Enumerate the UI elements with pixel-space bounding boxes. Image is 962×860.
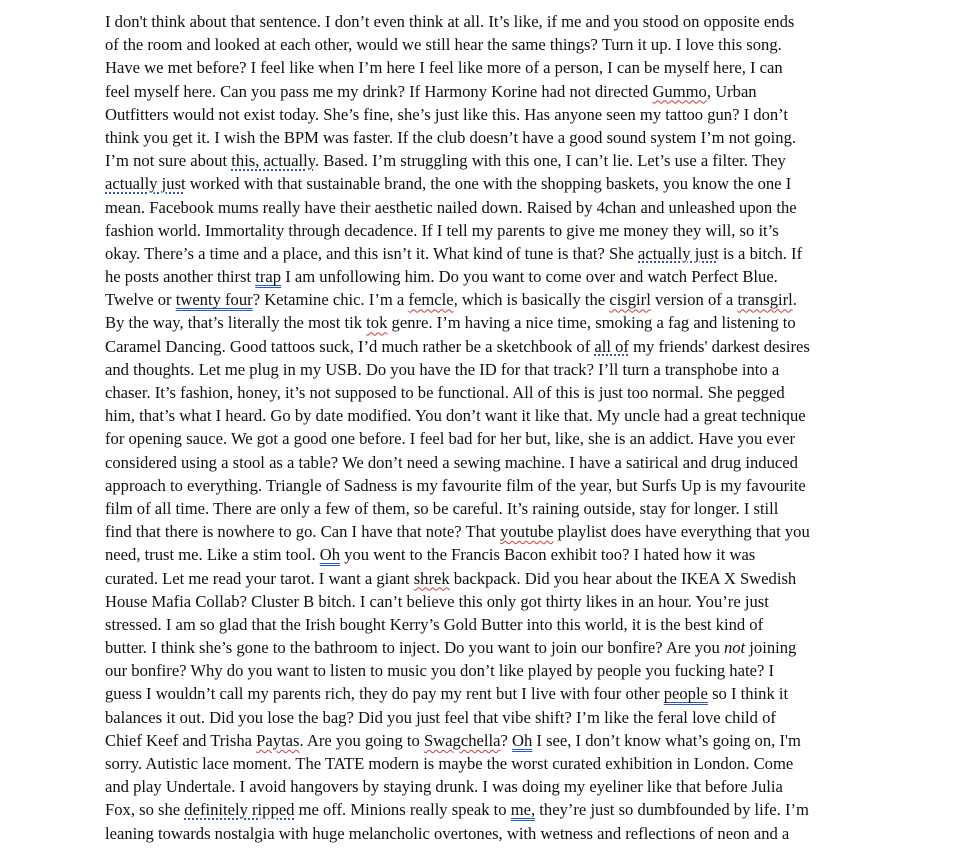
text-run: Chief Keef and Trisha <box>105 730 257 750</box>
text-line[interactable] <box>105 706 875 729</box>
document-body[interactable] <box>105 10 875 845</box>
text-run: and play Undertale. I avoid hangovers by staying drunk. I was doing my eyeliner like that before Julia <box>105 777 783 797</box>
text-run: Outfitters would not exist today. She’s fine, she’s just like this. Has anyone seen my tattoo gun? I don’t <box>105 104 789 124</box>
spelling-flag[interactable]: Paytas <box>256 730 300 750</box>
text-run: genre. I’m having a nice time, smoking a fag and listening to <box>387 313 796 333</box>
text-line[interactable] <box>105 659 875 682</box>
spelling-flag[interactable]: femcle <box>408 290 454 310</box>
text-run: you went to the Francis Bacon exhibit too? I hated how it was <box>340 545 756 565</box>
text-run: worked with that sustainable brand, the one with the shopping baskets, you know the one I <box>185 174 792 194</box>
italic-text[interactable]: not <box>723 638 746 658</box>
text-run: , which is basically the <box>453 290 610 310</box>
text-line[interactable] <box>105 242 875 265</box>
style-flag[interactable]: all of <box>594 336 629 356</box>
text-line[interactable] <box>105 613 875 636</box>
text-line[interactable] <box>105 636 875 659</box>
text-run: stressed. I am so glad that the Irish bought Kerry’s Gold Butter into this world, it is the best kind of <box>105 614 764 634</box>
style-flag[interactable]: actually just <box>105 174 186 194</box>
text-run: leaning towards nostalgia with huge melancholic overtones, with wetness and reflections of neon and a <box>105 823 790 843</box>
grammar-flag[interactable]: people <box>663 684 708 704</box>
text-run: joining <box>745 638 797 658</box>
text-line[interactable] <box>105 381 875 404</box>
text-run: need, trust me. Like a stim tool. <box>105 545 320 565</box>
text-line[interactable] <box>105 775 875 798</box>
text-run: . <box>792 290 797 310</box>
text-run: House Mafia Collab? Cluster B bitch. I can’t believe this only got thirty likes in an hour. You’re just <box>105 591 769 611</box>
text-line[interactable] <box>105 219 875 242</box>
text-run: curated. Let me read your tarot. I want a giant <box>105 568 414 588</box>
style-flag[interactable]: this, actually <box>231 151 315 171</box>
text-run: Twelve or <box>105 290 176 310</box>
text-run: he posts another thirst <box>105 267 256 287</box>
text-line[interactable] <box>105 752 875 775</box>
text-run: I don't think about that sentence. I don’t even think at all. It’s like, if me and you stood on opposite ends <box>105 12 795 31</box>
text-line[interactable] <box>105 56 875 79</box>
text-line[interactable] <box>105 567 875 590</box>
text-line[interactable] <box>105 311 875 334</box>
text-line[interactable] <box>105 497 875 520</box>
text-line[interactable] <box>105 520 875 543</box>
style-flag[interactable]: definitely ripped <box>184 800 295 820</box>
text-line[interactable] <box>105 126 875 149</box>
text-run: chaser. It’s fashion, honey, it’s not supposed to be functional. All of this is just too normal. She pegged <box>105 383 785 402</box>
text-line[interactable] <box>105 729 875 752</box>
text-run: ? Ketamine chic. I’m a <box>252 290 409 310</box>
text-run: for opening sauce. We got a good one before. I feel bad for her but, like, she is an addict. Have you ever <box>105 429 795 449</box>
spelling-flag[interactable]: shrek <box>413 568 450 588</box>
text-run: . Based. I’m struggling with this one, I can’t lie. Let’s use a filter. They <box>315 151 786 171</box>
text-line[interactable] <box>105 149 875 172</box>
text-run: version of a <box>650 290 738 310</box>
text-line[interactable] <box>105 335 875 358</box>
text-line[interactable] <box>105 196 875 219</box>
text-run: backpack. Did you hear about the IKEA X Swedish <box>449 568 797 588</box>
text-run: me off. Minions really speak to <box>294 800 511 820</box>
text-run: considered using a stool as a table? We don’t need a sewing machine. I have a satirical and drug induced <box>105 452 798 472</box>
text-line[interactable] <box>105 80 875 103</box>
text-run: Caramel Dancing. Good tattoos suck, I’d much rather be a sketchbook of <box>105 336 595 356</box>
text-run: is a bitch. If <box>718 243 803 263</box>
text-run: playlist does have everything that you <box>553 522 810 542</box>
text-run: my friends' darkest desires <box>628 336 810 356</box>
text-run: I’m not sure about <box>105 151 232 171</box>
text-line[interactable] <box>105 474 875 497</box>
text-line[interactable] <box>105 590 875 613</box>
text-run: so I think it <box>707 684 789 704</box>
text-line[interactable] <box>105 358 875 381</box>
text-run: and thoughts. Let me plug in my USB. Do you have the ID for that track? I’ll turn a transphobe into a <box>105 359 780 379</box>
text-run: butter. I think she’s gone to the bathroom to inject. Do you want to join our bonfire? Are you <box>105 638 724 658</box>
text-run: ? <box>500 730 512 750</box>
text-run: Have we met before? I feel like when I’m here I feel like more of a person, I can be myself here, I can <box>105 58 783 78</box>
spelling-flag[interactable]: Swagchella <box>423 730 501 750</box>
spelling-flag[interactable]: transgirl <box>737 290 793 310</box>
text-run: our bonfire? Why do you want to listen to music you don’t like played by people you fucking hate? I <box>105 661 774 681</box>
spelling-flag[interactable]: youtube <box>500 522 554 542</box>
style-flag[interactable]: actually just <box>638 243 719 263</box>
text-line[interactable] <box>105 451 875 474</box>
text-run: balances it out. Did you lose the bag? Did you just feel that vibe shift? I’m like the feral love child of <box>105 707 776 727</box>
grammar-flag[interactable]: Oh <box>511 730 533 750</box>
text-run: fashion world. Immortality through decadence. If I tell my parents to give me money they will, so it’s <box>105 220 779 240</box>
spelling-flag[interactable]: Gummo <box>652 81 707 101</box>
text-line[interactable] <box>105 288 875 311</box>
text-run: . Are you going to <box>299 730 424 750</box>
spelling-flag[interactable]: tok <box>366 313 388 333</box>
grammar-flag[interactable]: trap <box>255 267 282 287</box>
text-line[interactable] <box>105 798 875 821</box>
text-line[interactable] <box>105 33 875 56</box>
text-run: approach to everything. Triangle of Sadness is my favourite film of the year, but Surfs Up is my favourite <box>105 475 806 495</box>
text-run: , Urban <box>706 81 757 101</box>
grammar-flag[interactable]: me, <box>510 800 536 820</box>
text-run: of the room and looked at each other, would we still hear the same things? Turn it up. I love this song. <box>105 35 782 55</box>
text-run: film of all time. There are only a few of them, so be careful. It’s raining outside, stay for longer. I still <box>105 498 779 518</box>
text-line[interactable] <box>105 265 875 288</box>
text-line[interactable] <box>105 103 875 126</box>
text-run: think you get it. I wish the BPM was faster. If the club doesn’t have a good sound system I’m not going. <box>105 127 797 147</box>
text-run: By the way, that’s literally the most tik <box>105 313 367 333</box>
grammar-flag[interactable]: Oh <box>319 545 341 565</box>
text-run: okay. There’s a time and a place, and this isn’t it. What kind of tune is that? She <box>105 243 639 263</box>
text-run: him, that’s what I heard. Go by date modified. You don’t want it like that. My uncle had a great technique <box>105 406 806 426</box>
grammar-flag[interactable]: twenty four <box>175 290 253 310</box>
text-line[interactable] <box>105 822 875 845</box>
text-line[interactable] <box>105 682 875 705</box>
text-line[interactable] <box>105 543 875 566</box>
text-line[interactable] <box>105 404 875 427</box>
text-run: guess I wouldn’t call my parents rich, they do pay my rent but I live with four other <box>105 684 664 704</box>
text-run: mean. Facebook mums really have their aesthetic nailed down. Raised by 4chan and unleashed upon the <box>105 197 797 217</box>
text-run: sorry. Autistic lace moment. The TATE modern is maybe the worst curated exhibition in London. Come <box>105 754 794 773</box>
text-run: find that there is nowhere to go. Can I have that note? That <box>105 522 501 542</box>
spelling-flag[interactable]: cisgirl <box>609 290 651 310</box>
text-run: Fox, so she <box>105 800 185 820</box>
text-run: I am unfollowing him. Do you want to come over and watch Perfect Blue. <box>281 267 778 287</box>
text-run: feel myself here. Can you pass me my drink? If Harmony Korine had not directed <box>105 81 653 101</box>
text-line[interactable] <box>105 427 875 450</box>
text-run: I see, I don’t know what’s going on, I'm <box>532 730 801 750</box>
text-run: they’re just so dumbfounded by life. I’m <box>535 800 809 820</box>
text-line[interactable] <box>105 10 875 33</box>
text-line[interactable] <box>105 172 875 195</box>
